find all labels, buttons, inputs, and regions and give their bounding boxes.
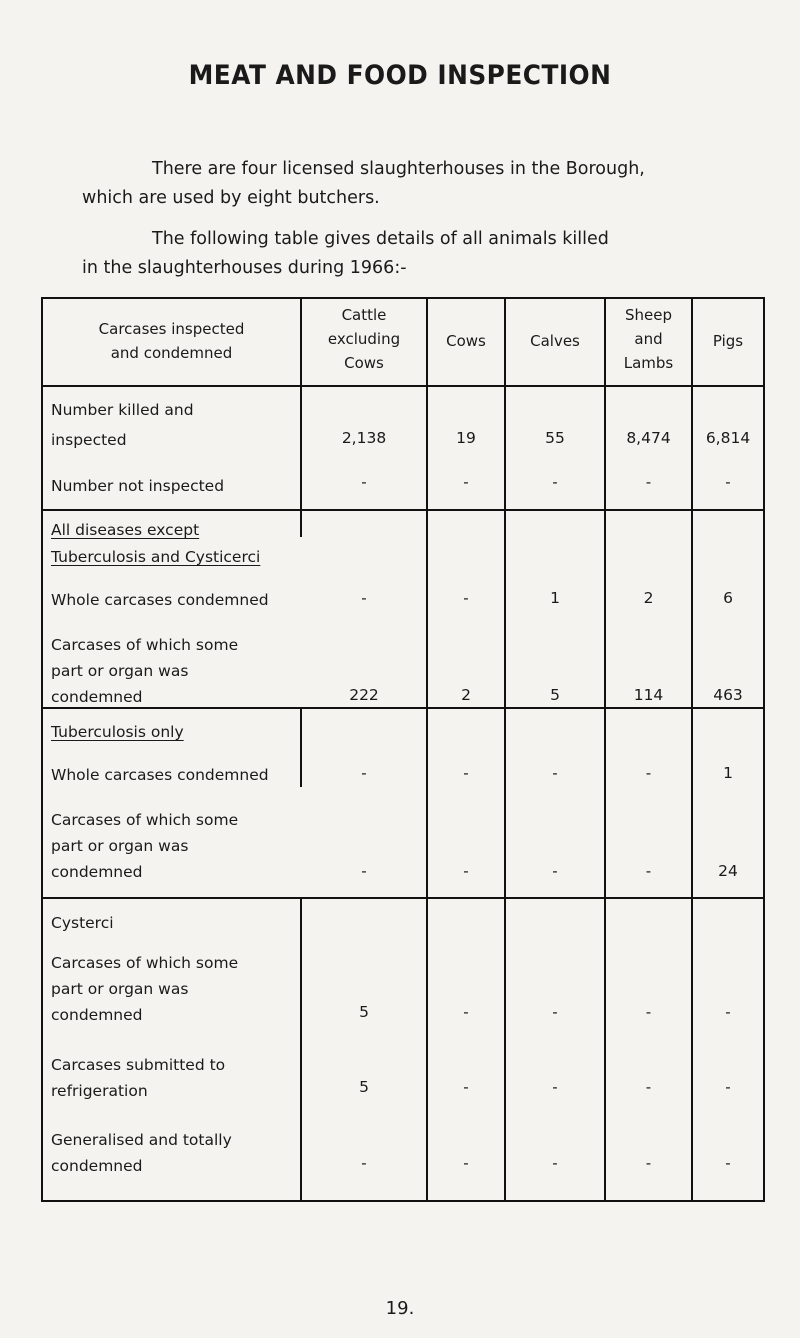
row-label: inspected xyxy=(51,431,127,449)
header-carcases xyxy=(43,317,300,365)
value-cell: 5 xyxy=(359,1078,369,1096)
row-label: Whole carcases condemned xyxy=(51,766,269,784)
value-cell: - xyxy=(463,764,469,782)
intro-line: The following table gives details of all animals killed xyxy=(152,229,609,249)
table-border xyxy=(41,297,765,299)
row-label xyxy=(51,1127,232,1179)
value-cell: - xyxy=(361,589,367,607)
label-line: Carcases of which some xyxy=(51,636,239,654)
header-line: and xyxy=(634,330,663,348)
value-cell: 19 xyxy=(456,429,476,447)
value-cell: - xyxy=(463,1003,469,1021)
value-cell: 463 xyxy=(713,686,743,704)
header-line: Carcases inspected xyxy=(98,320,245,338)
header-line: excluding xyxy=(327,330,401,348)
value-cell: - xyxy=(552,1003,558,1021)
label-line: condemned xyxy=(51,863,143,881)
row-rule xyxy=(41,385,765,387)
value-cell: - xyxy=(552,862,558,880)
value-cell: - xyxy=(552,764,558,782)
section-heading: Tuberculosis only xyxy=(51,723,184,741)
value-cell: 2,138 xyxy=(341,429,387,447)
value-cell: - xyxy=(645,473,652,491)
label-line: part or organ was xyxy=(51,980,189,998)
inspection-table xyxy=(41,297,765,1202)
row-rule xyxy=(41,897,765,899)
label-line: condemned xyxy=(51,688,143,706)
value-cell: 114 xyxy=(633,686,664,704)
label-line: Carcases of which some xyxy=(51,954,239,972)
value-cell: 2 xyxy=(643,589,654,607)
header-line: Cows xyxy=(344,354,384,372)
label-line: Carcases submitted to xyxy=(51,1056,226,1074)
header-pigs: Pigs xyxy=(712,332,744,350)
intro-line: There are four licensed slaughterhouses in the Borough, xyxy=(152,159,645,179)
label-line: refrigeration xyxy=(51,1082,148,1100)
value-cell: - xyxy=(463,473,469,491)
value-cell: - xyxy=(463,862,469,880)
value-cell: 5 xyxy=(550,686,560,704)
row-label: Number killed and xyxy=(51,401,194,419)
intro-paragraph-2 xyxy=(82,225,762,283)
page-number: 19. xyxy=(385,1298,415,1319)
value-cell: - xyxy=(725,1003,731,1021)
value-cell: 6 xyxy=(723,589,733,607)
row-label xyxy=(51,950,238,1028)
table-border xyxy=(41,297,43,1202)
value-cell: - xyxy=(645,1154,652,1172)
header-cattle xyxy=(302,303,426,375)
label-line: Generalised and totally xyxy=(51,1131,232,1149)
value-cell: - xyxy=(463,1154,469,1172)
value-cell: - xyxy=(725,473,731,491)
value-cell: - xyxy=(552,1078,558,1096)
value-cell: - xyxy=(645,862,652,880)
value-cell: - xyxy=(361,473,367,491)
row-label xyxy=(51,632,238,710)
value-cell: - xyxy=(361,1154,367,1172)
intro-line: in the slaughterhouses during 1966:- xyxy=(82,258,407,278)
label-line: Carcases of which some xyxy=(51,811,239,829)
value-cell: - xyxy=(552,473,558,491)
intro-line: which are used by eight butchers. xyxy=(82,188,380,208)
row-label xyxy=(51,1052,225,1104)
row-label: Number not inspected xyxy=(51,477,225,495)
row-rule xyxy=(41,509,765,511)
header-line: Cattle xyxy=(341,306,387,324)
column-rule xyxy=(300,509,302,537)
value-cell: - xyxy=(361,862,367,880)
value-cell: - xyxy=(645,1003,652,1021)
value-cell: - xyxy=(725,1078,731,1096)
header-sheep xyxy=(606,303,691,375)
label-line: condemned xyxy=(51,1157,143,1175)
value-cell: 1 xyxy=(723,764,733,782)
value-cell: - xyxy=(645,764,652,782)
value-cell: 6,814 xyxy=(705,429,751,447)
header-cows: Cows xyxy=(446,332,486,350)
label-line: part or organ was xyxy=(51,837,189,855)
column-rule xyxy=(300,707,302,753)
label-line: condemned xyxy=(51,1006,143,1024)
value-cell: - xyxy=(552,1154,558,1172)
value-cell: 222 xyxy=(349,686,379,704)
header-line: and condemned xyxy=(110,344,233,362)
value-cell: 55 xyxy=(545,429,565,447)
value-cell: - xyxy=(463,589,469,607)
header-line: Lambs xyxy=(623,354,674,372)
row-label: Whole carcases condemned xyxy=(51,591,269,609)
value-cell: - xyxy=(463,1078,469,1096)
value-cell: - xyxy=(645,1078,652,1096)
value-cell: 8,474 xyxy=(626,429,671,447)
value-cell: 5 xyxy=(359,1003,369,1021)
label-line: part or organ was xyxy=(51,662,189,680)
page-title: MEAT AND FOOD INSPECTION xyxy=(188,60,612,91)
value-cell: - xyxy=(725,1154,731,1172)
value-cell: 1 xyxy=(550,589,560,607)
table-border xyxy=(41,1200,765,1202)
header-line: Sheep xyxy=(624,306,672,324)
section-heading: Tuberculosis and Cysticerci xyxy=(51,548,261,566)
value-cell: 24 xyxy=(718,862,738,880)
section-heading: Cysterci xyxy=(51,914,114,932)
row-label xyxy=(51,807,238,885)
table-border xyxy=(763,297,765,1202)
section-heading: All diseases except xyxy=(51,521,200,539)
value-cell: 2 xyxy=(461,686,471,704)
header-calves: Calves xyxy=(530,332,580,350)
value-cell: - xyxy=(361,764,367,782)
intro-paragraph-1 xyxy=(82,155,762,213)
